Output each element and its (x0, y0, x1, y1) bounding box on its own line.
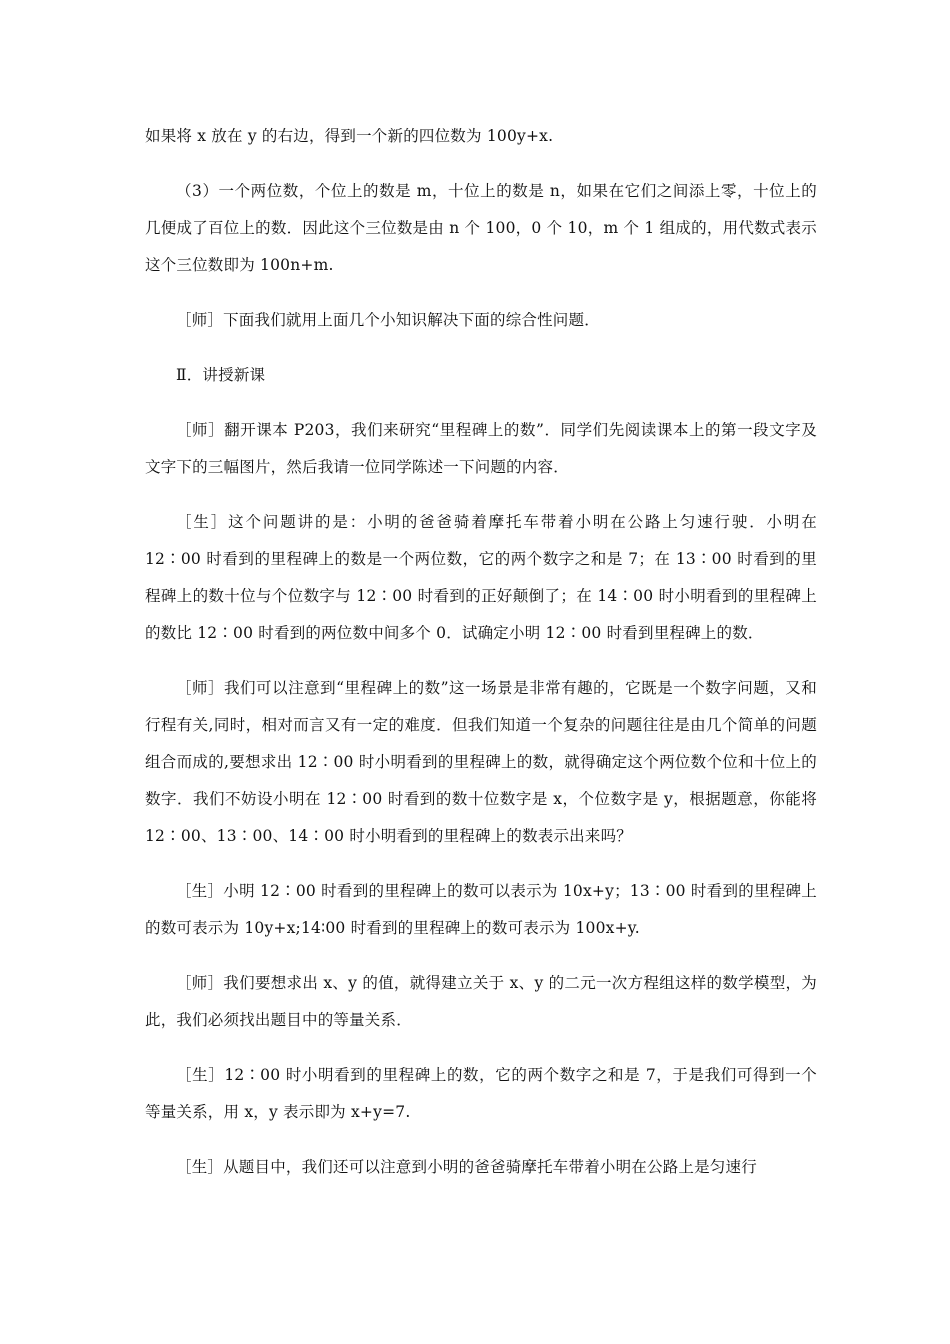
document-body (145, 118, 817, 1204)
paragraph-teacher-open-book: ［师］翻开课本 P203，我们来研究“里程碑上的数”．同学们先阅读课本上的第一段文字及文字下的三幅图片，然后我请一位同学陈述一下问题的内容． (145, 421, 817, 476)
paragraph-teacher-analysis: ［师］我们可以注意到“里程碑上的数”这一场景是非常有趣的，它既是一个数字问题，又和行程有关,同时，相对而言又有一定的难度．但我们知道一个复杂的问题往往是由几个简单的问题组合而成的,要想求出 12∶00 时小明看到的里程碑上的数，就得确定这个两位数个位和十位上的数字．我们不妨设小明在 12∶00 时看到的数十位数字是 x，个位数字是 y，根据题意，你能将 12∶00、13∶00、14∶00 时小明看到的里程碑上的数表示出来吗？ (145, 679, 817, 845)
paragraph-three-digit-number: （3）一个两位数，个位上的数是 m，十位上的数是 n，如果在它们之间添上零，十位上的几便成了百位上的数．因此这个三位数是由 n 个 100，0 个 10，m 个 1 组成的，用代数式表示这个三位数即为 100n+m. (145, 182, 817, 274)
section-heading-new-lesson: Ⅱ．讲授新课 (176, 366, 266, 384)
paragraph-teacher-intro: ［师］下面我们就用上面几个小知识解决下面的综合性问题． (176, 311, 600, 329)
paragraph-student-first-equation: ［生］12∶00 时小明看到的里程碑上的数，它的两个数字之和是 7，于是我们可得到一个等量关系，用 x，y 表示即为 x+y=7. (145, 1066, 817, 1121)
paragraph-student-uniform-speed: ［生］从题目中，我们还可以注意到小明的爸爸骑摩托车带着小明在公路上是匀速行 (176, 1158, 757, 1176)
paragraph-student-problem-statement: ［生］这个问题讲的是：小明的爸爸骑着摩托车带着小明在公路上匀速行驶．小明在 12∶00 时看到的里程碑上的数是一个两位数，它的两个数字之和是 7；在 13∶00 时看到的里程碑上的数十位与个位数字与 12∶00 时看到的正好颠倒了；在 14∶00 时小明看到的里程碑上的数比 12∶00 时看到的两位数中间多个 0．试确定小明 12∶00 时看到里程碑上的数． (145, 513, 817, 642)
paragraph-four-digit-number: 如果将 x 放在 y 的右边，得到一个新的四位数为 100y+x. (145, 127, 554, 145)
paragraph-student-expressions: ［生］小明 12∶00 时看到的里程碑上的数可以表示为 10x+y；13∶00 时看到的里程碑上的数可表示为 10y+x;14∶00 时看到的里程碑上的数可表示为 100x+y. (145, 882, 817, 937)
paragraph-teacher-equation-model: ［师］我们要想求出 x、y 的值，就得建立关于 x、y 的二元一次方程组这样的数学模型，为此，我们必须找出题目中的等量关系． (145, 974, 817, 1029)
